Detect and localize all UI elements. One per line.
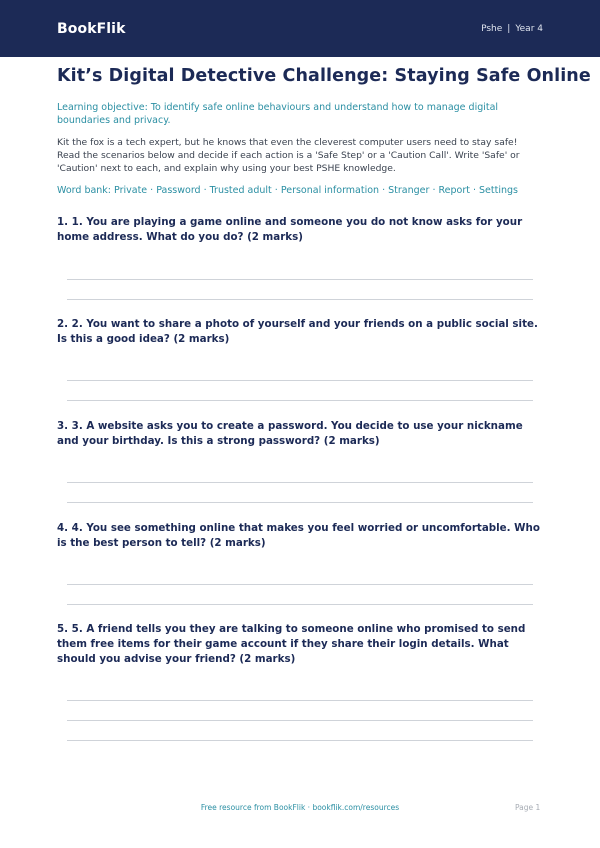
answer-line[interactable] [67, 700, 533, 701]
page-header [0, 0, 600, 57]
answer-line[interactable] [67, 740, 533, 741]
answer-line[interactable] [67, 279, 533, 280]
word-bank: Word bank: Private · Password · Trusted adult · Personal information · Stranger · Report · Settings [57, 185, 518, 196]
answer-line[interactable] [67, 380, 533, 381]
question-1 [57, 215, 543, 245]
intro-paragraph: Kit the fox is a tech expert, but he knows that even the cleverest computer users need to stay safe! Read the scenarios below and decide if each action is a 'Safe Step' or a 'Caution Call'. Write 'Safe' or 'Caution' next to each, and explain why using your best PSHE knowledge. [57, 137, 520, 174]
question-text: 2. 2. You want to share a photo of yourself and your friends on a public social site. Is this a good idea? (2 marks) [57, 318, 538, 345]
brand-logo[interactable]: BookFlik [57, 20, 126, 37]
answer-line[interactable] [67, 584, 533, 585]
question-text: 4. 4. You see something online that makes you feel worried or uncomfortable. Who is the best person to tell? (2 marks) [57, 522, 540, 549]
year-label: Year 4 [515, 23, 543, 34]
answer-line[interactable] [67, 482, 533, 483]
question-5 [57, 622, 543, 667]
subject-year-label [481, 24, 543, 34]
question-4 [57, 521, 543, 551]
answer-line[interactable] [67, 720, 533, 721]
separator: | [507, 23, 511, 34]
footer-credit[interactable]: Free resource from BookFlik · bookflik.com/resources [200, 803, 400, 812]
learning-objective: Learning objective: To identify safe online behaviours and understand how to manage digital boundaries and privacy. [57, 102, 499, 126]
worksheet-title: Kit’s Digital Detective Challenge: Staying Safe Online [57, 66, 591, 86]
question-text: 5. 5. A friend tells you they are talking to someone online who promised to send them free items for their game account if they share their login details. What should you advise your friend? (2 marks) [57, 623, 526, 665]
answer-line[interactable] [67, 604, 533, 605]
subject-label: Pshe [481, 23, 503, 34]
answer-line[interactable] [67, 502, 533, 503]
answer-line[interactable] [67, 400, 533, 401]
answer-line[interactable] [67, 299, 533, 300]
question-2 [57, 317, 543, 347]
worksheet-intro [57, 65, 591, 197]
page-number: Page 1 [515, 803, 541, 812]
question-3 [57, 419, 543, 449]
question-text: 3. 3. A website asks you to create a password. You decide to use your nickname and your birthday. Is this a strong password? (2 marks) [57, 420, 523, 447]
question-text: 1. 1. You are playing a game online and someone you do not know asks for your home address. What do you do? (2 marks) [57, 216, 523, 243]
